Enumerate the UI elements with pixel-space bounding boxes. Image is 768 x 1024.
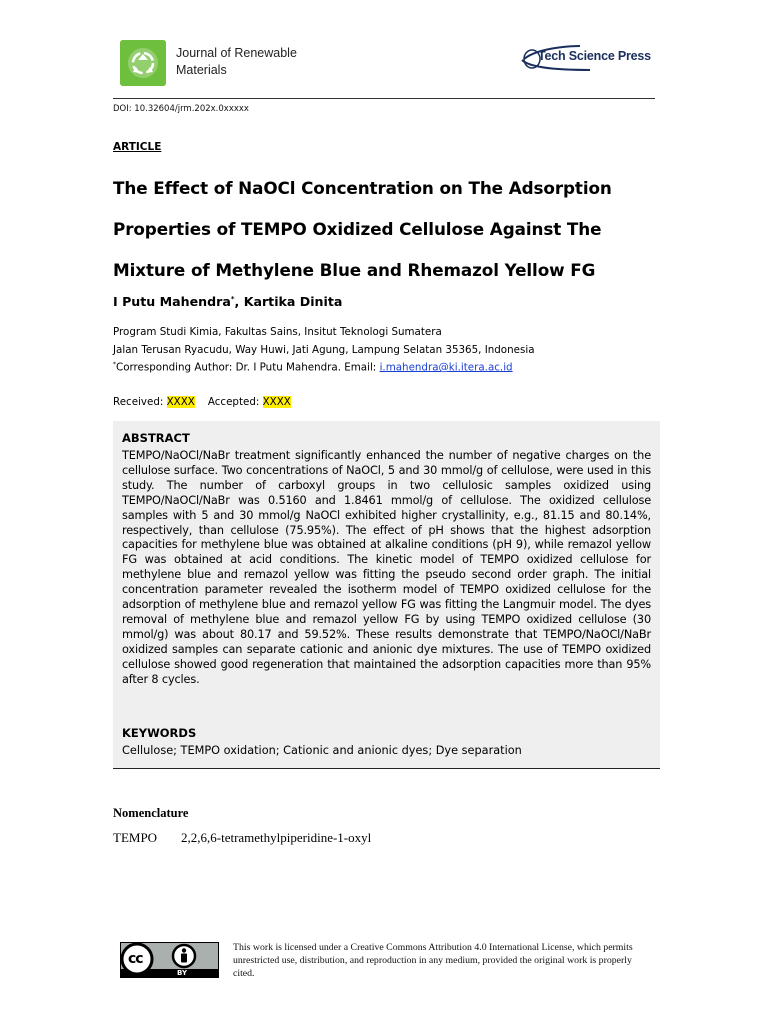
email-link[interactable]: i.mahendra@ki.itera.ac.id <box>379 361 513 374</box>
title-line-3: Mixture of Methylene Blue and Rhemazol Yellow FG <box>113 260 596 280</box>
article-type-label: ARTICLE <box>113 141 162 153</box>
corresponding-mark: * <box>113 361 116 368</box>
nomenclature-term: TEMPO <box>113 830 158 845</box>
keywords-text: Cellulose; TEMPO oxidation; Cationic and anionic dyes; Dye separation <box>122 744 522 757</box>
nomenclature-heading: Nomenclature <box>113 806 189 820</box>
affiliation-line-1: Program Studi Kimia, Fakultas Sains, Insitut Teknologi Sumatera <box>113 326 442 338</box>
journal-logo <box>120 40 166 86</box>
nomenclature-definition: 2,2,6,6-tetramethylpiperidine-1-oxyl <box>181 830 372 845</box>
affiliation-line-2: Jalan Terusan Ryacudu, Way Huwi, Jati Agung, Lampung Selatan 35365, Indonesia <box>113 344 535 356</box>
abstract-heading: ABSTRACT <box>122 431 190 445</box>
recycle-icon <box>120 40 166 86</box>
cc-by-badge <box>120 942 219 978</box>
author-separator: , <box>234 294 244 309</box>
publisher-name: Tech Science Press <box>538 49 651 63</box>
title-line-1: The Effect of NaOCl Concentration on The Adsorption <box>113 178 612 198</box>
author-list <box>113 294 342 309</box>
license-text: This work is licensed under a Creative Commons Attribution 4.0 International License, which permits unrestricted use, distribution, and reproduction in any medium, provided the original work is properly cited. <box>233 942 633 979</box>
accepted-label: Accepted: <box>207 396 263 408</box>
corresponding-label: Corresponding Author: Dr. I Putu Mahendra. Email: <box>116 361 380 374</box>
dates-line <box>113 396 291 408</box>
by-label: BY <box>177 969 188 977</box>
corresponding-mark: * <box>230 294 235 303</box>
author-name: I Putu Mahendra <box>113 294 231 309</box>
cc-label: cc <box>128 951 143 967</box>
abstract-text: TEMPO/NaOCl/NaBr treatment significantly enhanced the number of negative charges on the cellulose surface. Two concentrations of NaOCl, 5 and 30 mmol/g of cellulose, were used in this study. The number of carboxyl groups in two cellulosic samples oxidized using TEMPO/NaOCl/NaBr was 0.5160 and 1.8461 mmol/g of cellulose. The oxidized cellulose samples with 5 and 30 mmol/g NaOCl exhibited higher crystallinity, e.g., 81.15 and 80.14%, respectively, than cellulose (75.95%). The effect of pH shows that the highest adsorption capacities for methylene blue was obtained at alkaline conditions (pH 9), while remazol yellow FG was obtained at acid conditions. The kinetic model of TEMPO oxidized cellulose for methylene blue and remazol yellow was fitting the pseudo second order graph. The initial concentration parameter revealed the isotherm model of TEMPO oxidized cellulose for the adsorption of methylene blue and remazol yellow FG was fitting the Langmuir model. The dyes removal of methylene blue and remazol yellow FG by using TEMPO oxidized cellulose (30 mmol/g) was about 80.17 and 59.52%. These results demonstrate that TEMPO/NaOCl/NaBr oxidized samples can separate cationic and anionic dye mixtures. The use of TEMPO oxidized cellulose showed good regeneration that maintained the adsorption capacities more than 95% after 8 cycles. <box>122 449 651 686</box>
received-label: Received: <box>113 396 167 408</box>
doi: DOI: 10.32604/jrm.202x.0xxxxx <box>113 104 249 114</box>
accepted-value: XXXX <box>262 396 291 408</box>
title-line-2: Properties of TEMPO Oxidized Cellulose Against The <box>113 219 602 239</box>
corresponding-author <box>113 361 513 373</box>
author-name: Kartika Dinita <box>243 294 343 309</box>
header-divider <box>113 98 655 99</box>
received-value: XXXX <box>166 396 195 408</box>
journal-name: Journal of Renewable Materials <box>176 46 297 77</box>
keywords-heading: KEYWORDS <box>122 726 197 740</box>
